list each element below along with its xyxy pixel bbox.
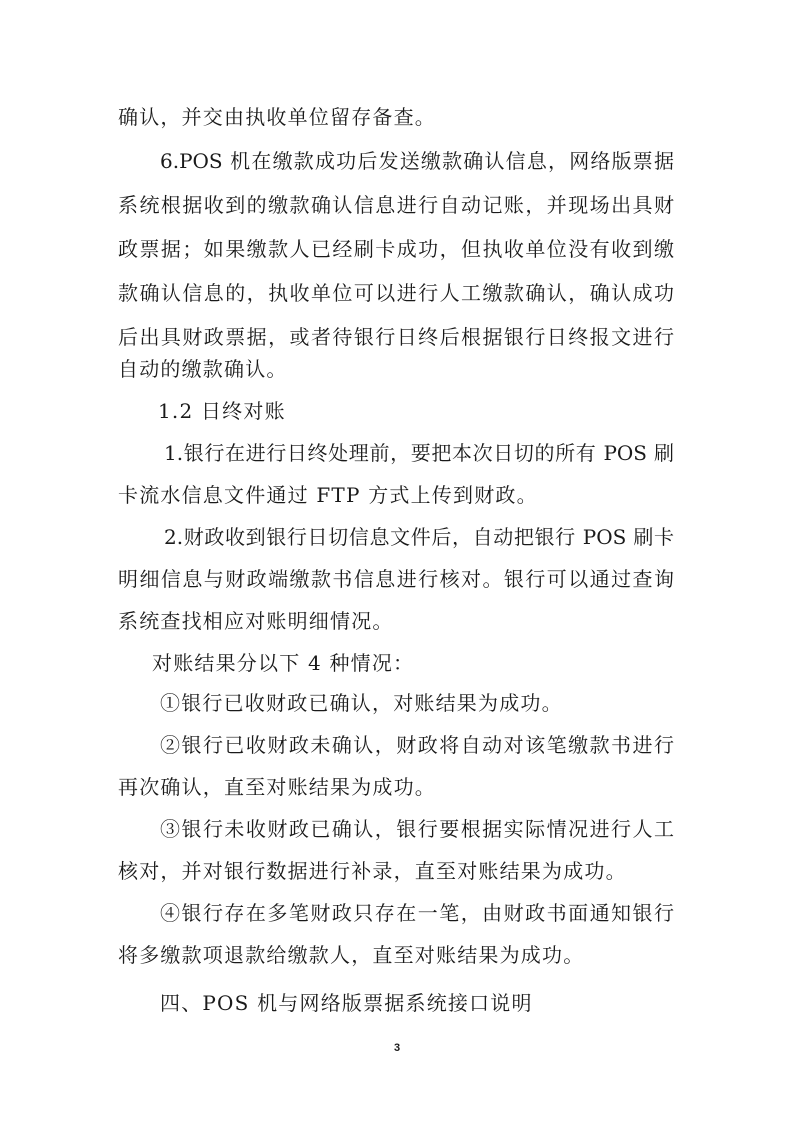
paragraph-line: 2.财政收到银行日切信息文件后，自动把银行 POS 刷卡 [164, 525, 674, 549]
paragraph-line: 系统查找相应对账明细情况。 [118, 609, 394, 633]
paragraph-line: 系统根据收到的缴款确认信息进行自动记账，并现场出具财 [118, 193, 674, 217]
paragraph-line: 明细信息与财政端缴款书信息进行核对。银行可以通过查询 [118, 567, 674, 591]
chapter-heading: 四、POS 机与网络版票据系统接口说明 [160, 991, 533, 1015]
paragraph-line: 核对，并对银行数据进行补录，直至对账结果为成功。 [118, 859, 627, 883]
list-item: ③银行未收财政已确认，银行要根据实际情况进行人工 [160, 817, 674, 841]
paragraph-line: 再次确认，直至对账结果为成功。 [118, 775, 436, 799]
section-heading: 1.2 日终对账 [158, 399, 286, 423]
list-item: ①银行已收财政已确认，对账结果为成功。 [160, 691, 563, 715]
paragraph-line: 卡流水信息文件通过 FTP 方式上传到财政。 [118, 483, 538, 507]
paragraph-line: 款确认信息的，执收单位可以进行人工缴款确认，确认成功 [118, 281, 674, 305]
paragraph-line: 自动的缴款确认。 [118, 357, 288, 381]
paragraph-line: 将多缴款项退款给缴款人，直至对账结果为成功。 [118, 943, 585, 967]
list-item: ④银行存在多笔财政只存在一笔，由财政书面通知银行 [160, 901, 674, 925]
paragraph-line: 对账结果分以下 4 种情况： [152, 651, 415, 675]
paragraph-line: 后出具财政票据，或者待银行日终后根据银行日终报文进行 [118, 325, 674, 349]
list-item: ②银行已收财政未确认，财政将自动对该笔缴款书进行 [160, 733, 674, 757]
paragraph-line: 1.银行在进行日终处理前，要把本次日切的所有 POS 刷 [164, 441, 674, 465]
paragraph-line: 6.POS 机在缴款成功后发送缴款确认信息，网络版票据 [160, 149, 674, 173]
paragraph-line: 确认，并交由执收单位留存备查。 [118, 105, 436, 129]
page-number: 3 [393, 1042, 401, 1054]
paragraph-line: 政票据；如果缴款人已经刷卡成功，但执收单位没有收到缴 [118, 237, 674, 261]
